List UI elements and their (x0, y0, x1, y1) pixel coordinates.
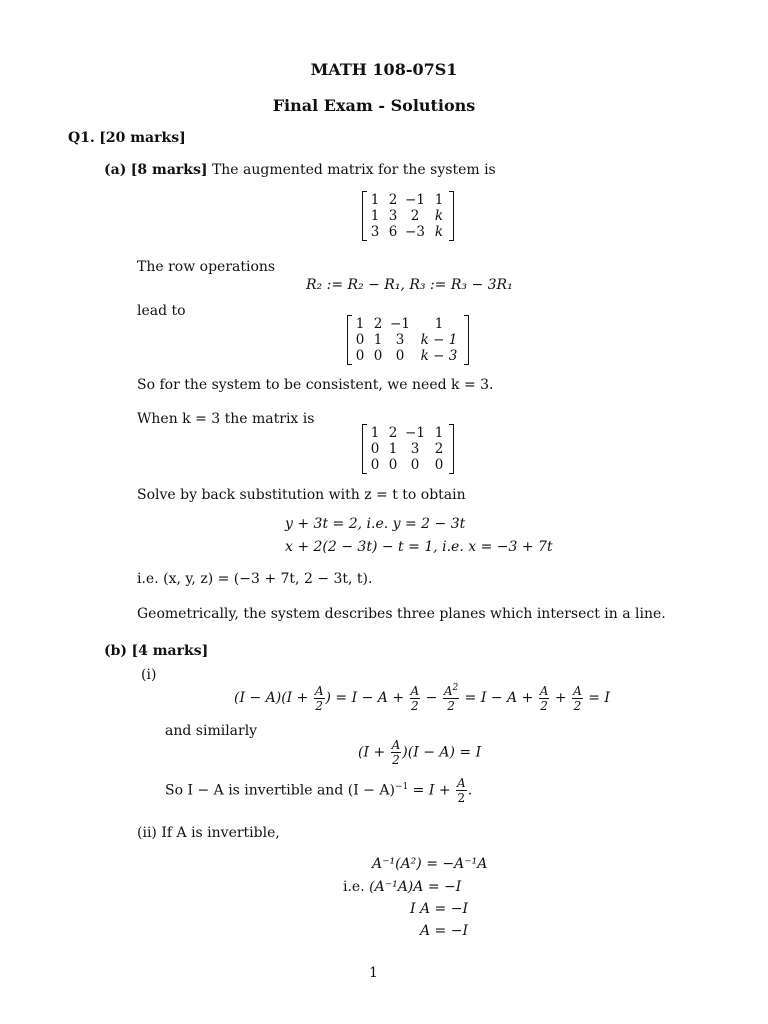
consistency-text: So for the system to be consistent, we need k = 3. (137, 377, 494, 393)
matrix-cell: 3 (395, 332, 405, 348)
derivation-line-2-expr: (A⁻¹A)A = −I (369, 879, 462, 895)
matrix-cell: k − 1 (420, 332, 458, 348)
lead-to-text: lead to (137, 303, 186, 319)
matrix-cell: k − 3 (420, 348, 458, 364)
fraction: $\frac{A}{2}$ (391, 738, 401, 767)
fraction: $\frac{A}{2}$ (539, 683, 549, 713)
sub-i-label: (i) (141, 667, 157, 683)
ie-text: i.e. (343, 879, 365, 895)
part-b-marks: [4 marks] (131, 643, 209, 659)
solution-text: i.e. (x, y, z) = (−3 + 7t, 2 − 3t, t). (137, 571, 373, 587)
question-heading (68, 130, 186, 146)
derivation-line-1: A⁻¹(A²) = −A⁻¹A (372, 856, 488, 872)
matrix-cell: 1 (355, 316, 365, 332)
part-a-heading (104, 162, 496, 178)
part-a-label: (a) (104, 162, 127, 178)
and-similarly-text: and similarly (165, 723, 258, 739)
matrix-cell: 6 (388, 224, 398, 240)
inverse-product-equation: (I − A)(I + $\frac{A}{2}$ ) = I − A + $\frac{A}{2}$ − $\frac{A^2}{2}$ = I − A + $\frac{A}{2}$ + $\frac{A}{2}$ = I (234, 683, 610, 713)
fraction: $\frac{A}{2}$ (314, 683, 324, 713)
matrix-cell: 2 (410, 208, 420, 224)
part-b-label: (b) (104, 643, 128, 659)
matrix-cell: 2 (388, 425, 398, 441)
matrix-cell: 1 (370, 208, 380, 224)
matrix-cell: 1 (434, 425, 444, 441)
equation-y: y + 3t = 2, i.e. y = 2 − 3t (285, 516, 466, 532)
course-title: MATH 108-07S1 (310, 60, 458, 79)
augmented-matrix (362, 191, 454, 241)
matrix-cell: 0 (373, 348, 383, 364)
invertible-conclusion: So I − A is invertible and $(I - A)^{-1} = I$ + $\frac{A}{2}$ . (165, 776, 473, 805)
matrix-cell: 1 (370, 192, 380, 208)
document-title: Final Exam - Solutions (272, 96, 476, 115)
matrix-cell: 0 (395, 348, 405, 364)
geometry-text: Geometrically, the system describes three planes which intersect in a line. (137, 606, 666, 622)
matrix-cell: 0 (355, 332, 365, 348)
derivation-line-4: A = −I (420, 923, 469, 939)
matrix-cell: 0 (370, 457, 380, 473)
question-marks: [20 marks] (99, 130, 186, 146)
fraction: $\frac{A}{2}$ (410, 683, 420, 713)
matrix-cell: 0 (410, 457, 420, 473)
when-k-text: When k = 3 the matrix is (137, 411, 315, 427)
matrix-cell: 0 (355, 348, 365, 364)
conclusion-text: So I − A is invertible and (I − A) (165, 782, 395, 799)
fraction: $\frac{A^2}{2}$ (443, 683, 459, 713)
equation-x: x + 2(2 − 3t) − t = 1, i.e. x = −3 + 7t (285, 539, 553, 555)
part-a-intro: The augmented matrix for the system is (211, 162, 496, 178)
fraction: $\frac{A}{2}$ (573, 683, 582, 713)
matrix-cell: −3 (405, 224, 425, 240)
matrix-cell: 1 (373, 332, 383, 348)
matrix-cell: 1 (434, 316, 444, 332)
matrix-cell: 0 (388, 457, 398, 473)
matrix-cell: k (434, 224, 444, 240)
sub-ii-label: (ii) (137, 825, 157, 841)
matrix-cell: 3 (370, 224, 380, 240)
part-a-marks: [8 marks] (130, 162, 208, 178)
matrix-cell: 3 (388, 208, 398, 224)
matrix-cell: 1 (434, 192, 444, 208)
matrix-cell: 1 (388, 441, 398, 457)
sub-ii (137, 825, 280, 841)
matrix-cell: 0 (370, 441, 380, 457)
matrix-cell: k (434, 208, 444, 224)
matrix-cell: 3 (410, 441, 420, 457)
matrix-cell: 0 (434, 457, 444, 473)
matrix-cell: 1 (370, 425, 380, 441)
derivation-line-3: I A = −I (410, 901, 468, 917)
page-number: 1 (369, 965, 378, 981)
row-operations: R₂ := R₂ − R₁, R₃ := R₃ − 3R₁ (306, 277, 513, 293)
matrix-cell: −1 (405, 192, 425, 208)
matrix-cell: −1 (390, 316, 410, 332)
matrix-cell: 2 (388, 192, 398, 208)
reverse-product-equation: (I + $\frac{A}{2}$ )(I − A) = I (358, 738, 482, 767)
part-b-heading (104, 643, 208, 659)
solve-text: Solve by back substitution with z = t to obtain (137, 487, 466, 503)
question-label: Q1. (68, 130, 95, 146)
matrix-cell: 2 (373, 316, 383, 332)
fraction: $\frac{A}{2}$ (457, 776, 466, 805)
sub-ii-text: If A is invertible, (161, 825, 280, 841)
derivation-line-2 (343, 879, 461, 895)
matrix-cell: −1 (405, 425, 425, 441)
row-ops-text: The row operations (137, 259, 276, 275)
k3-matrix (362, 424, 454, 474)
reduced-matrix (347, 315, 469, 365)
matrix-cell: 2 (434, 441, 444, 457)
